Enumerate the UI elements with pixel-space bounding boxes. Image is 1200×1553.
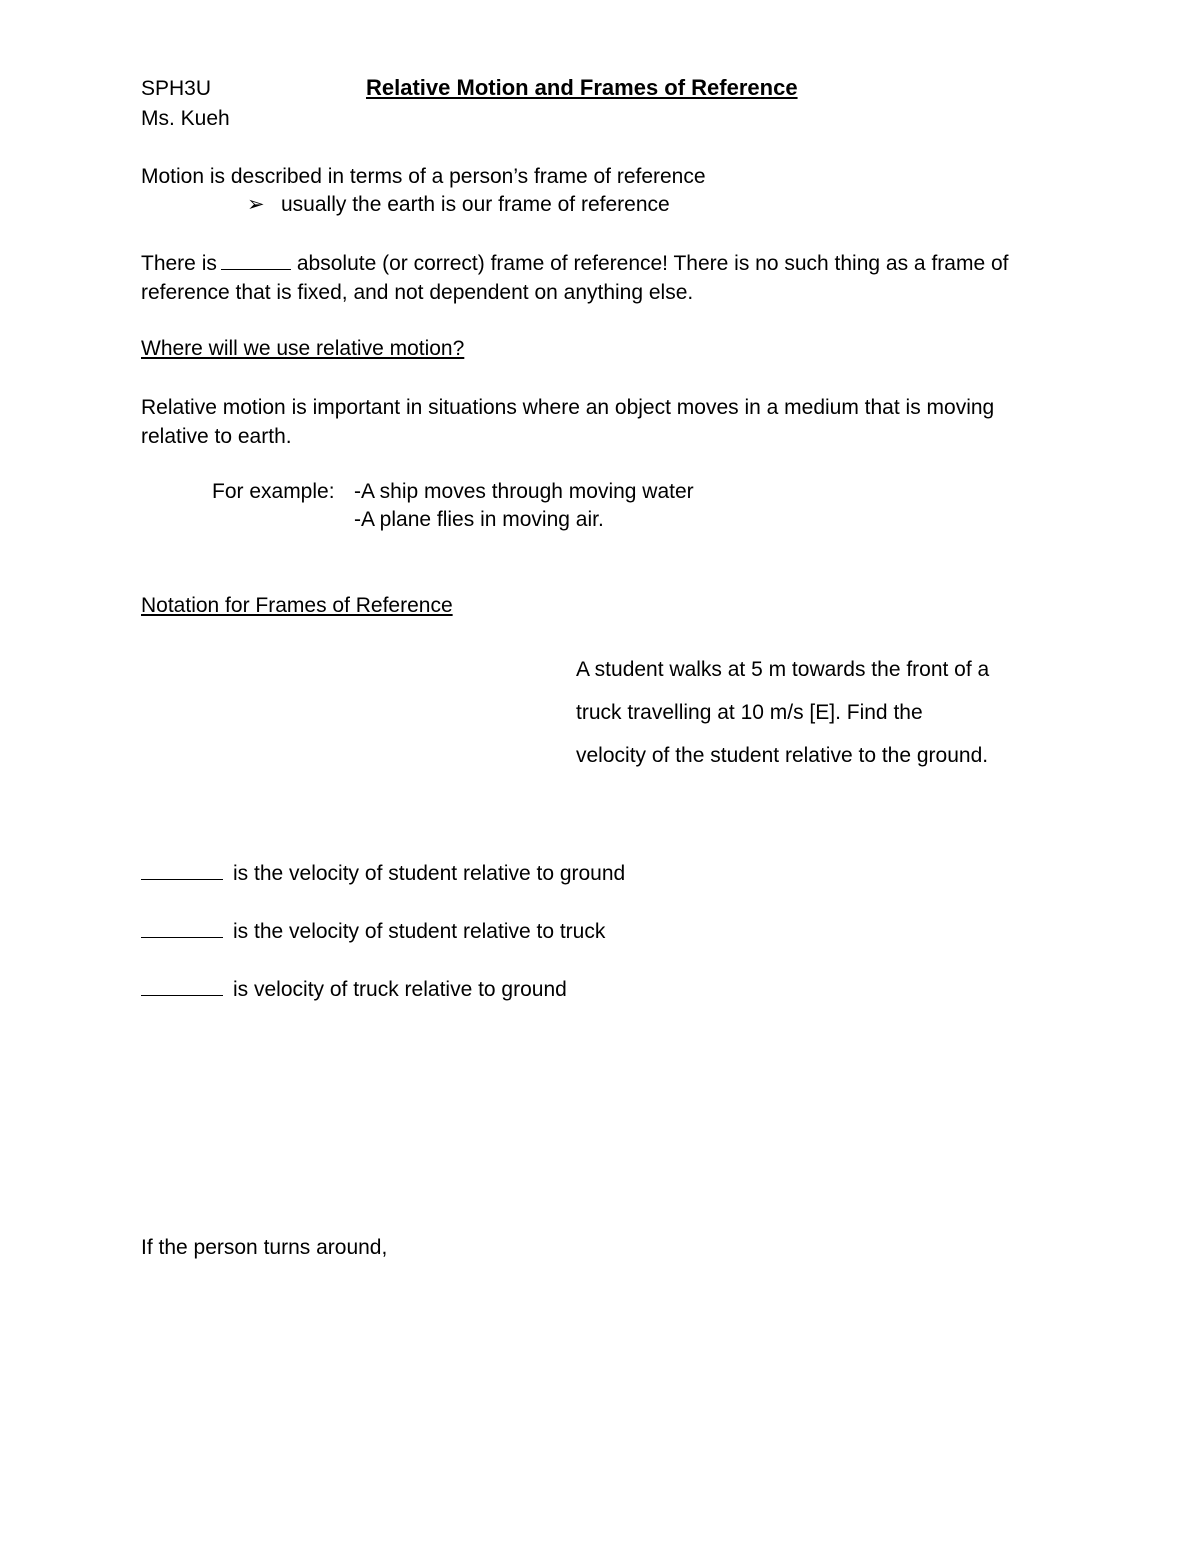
absolute-paragraph [141,249,1041,307]
truck-problem: A student walks at 5 m towards the front of a truck travelling at 10 m/s [E]. Find the velocity of the student relative to the ground. [576,658,990,767]
blank-row-truck-ground [141,976,567,1003]
answer-blank [141,919,223,938]
turn-around-prompt: If the person turns around, [141,1236,388,1259]
blank-text: is velocity of truck relative to ground [233,978,567,1001]
notation-heading: Notation for Frames of Reference [141,594,453,617]
absolute-after-blank: absolute (or correct) frame of reference! There is no such thing as a frame of reference that is fixed, and not dependent on anything else. [141,252,1009,304]
blank-text: is the velocity of student relative to truck [233,920,606,943]
blank-row-student-truck [141,918,605,945]
blank-text: is the velocity of student relative to ground [233,862,626,885]
teacher-name: Ms. Kueh [141,107,230,130]
fill-in-blank [221,251,291,270]
where-body: Relative motion is important in situations where an object moves in a medium that is moving relative to earth. [141,396,995,448]
example-ship: -A ship moves through moving water [354,480,694,503]
course-code: SPH3U [141,77,212,100]
example-plane: -A plane flies in moving air. [354,508,604,531]
arrow-bullet-icon: ➢ [247,193,265,216]
answer-blank [141,977,223,996]
answer-blank [141,861,223,880]
intro-bullet-text: usually the earth is our frame of reference [281,193,670,216]
where-heading: Where will we use relative motion? [141,337,465,360]
blank-row-student-ground [141,860,625,887]
absolute-before-blank: There is [141,252,217,275]
intro-statement: Motion is described in terms of a person’s frame of reference [141,165,706,188]
page-title: Relative Motion and Frames of Reference [366,75,798,100]
intro-bullet [247,191,670,218]
example-label: For example: [212,480,335,503]
